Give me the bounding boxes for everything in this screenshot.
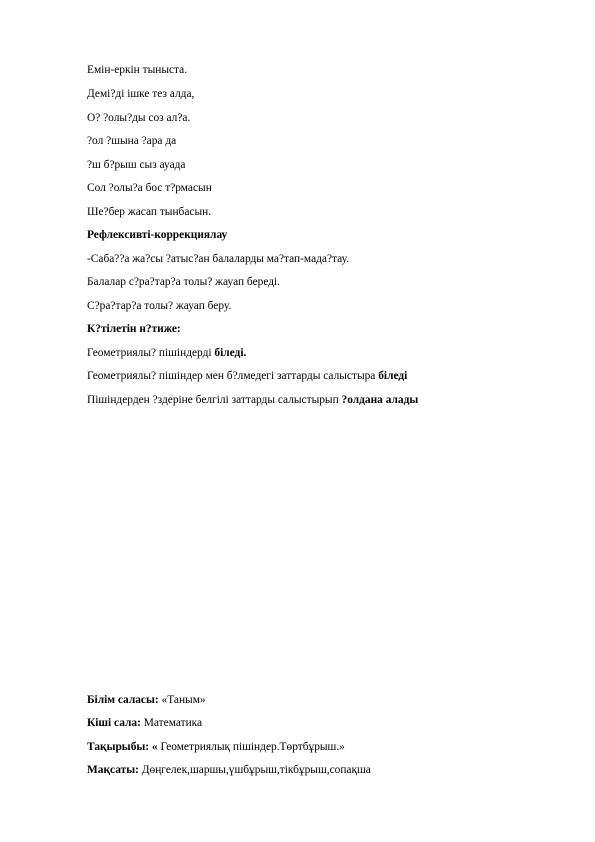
result-line-3-bold: ?олдана алады (341, 394, 419, 406)
result-line-1-bold: біледі. (214, 347, 247, 359)
goal-value: Дөңгелек,шаршы,үшбұрыш,тікбұрыш,сопақша (138, 764, 371, 776)
result-line-2 (87, 369, 407, 383)
result-line-3 (87, 393, 418, 407)
result-heading: К?тілетін н?тиже: (87, 323, 181, 335)
topic-line (87, 740, 345, 754)
poem-line-2: Демі?ді ішке тез алда, (87, 88, 195, 100)
subfield-line (87, 716, 202, 730)
result-line-2-text: Геометриялы? пішіндер мен б?лмедегі заттарды салыстыра (87, 370, 379, 382)
reflection-line-3: С?ра?тар?а толы? жауап беру. (87, 300, 232, 312)
result-line-1 (87, 346, 246, 360)
field-label: Білім саласы: (87, 694, 159, 706)
result-line-3-text: Пішіндерден ?здеріне белгілі заттарды салыстырып (87, 394, 342, 406)
reflection-line-2: Балалар с?ра?тар?а толы? жауап береді. (87, 276, 281, 288)
result-line-2-bold: біледі (378, 370, 408, 382)
topic-label: Тақырыбы: « (87, 741, 158, 753)
reflection-line-1: -Саба??а жа?сы ?атыс?ан балаларды ма?тап-мада?тау. (87, 253, 350, 265)
subfield-label: Кіші сала: (87, 717, 141, 729)
goal-line (87, 763, 371, 777)
goal-label: Мақсаты: (87, 764, 139, 776)
topic-value: Геометриялық пішіндер.Төртбұрыш.» (157, 741, 345, 753)
reflection-heading: Рефлексивті-коррекциялау (87, 229, 228, 241)
poem-line-1: Емін-еркін тыныста. (87, 64, 188, 76)
subfield-value: Математика (140, 717, 203, 729)
poem-line-7: Ше?бер жасап тынбасын. (87, 206, 212, 218)
poem-line-5: ?ш б?рыш сыз ауада (87, 159, 186, 171)
poem-line-4: ?ол ?шына ?ара да (87, 135, 177, 147)
field-value: «Таным» (158, 694, 206, 706)
poem-line-6: Сол ?олы?а бос т?рмасын (87, 182, 212, 194)
result-line-1-text: Геометриялы? пішіндерді (87, 347, 215, 359)
poem-line-3: О? ?олы?ды соз ал?а. (87, 112, 191, 124)
field-line (87, 693, 206, 707)
